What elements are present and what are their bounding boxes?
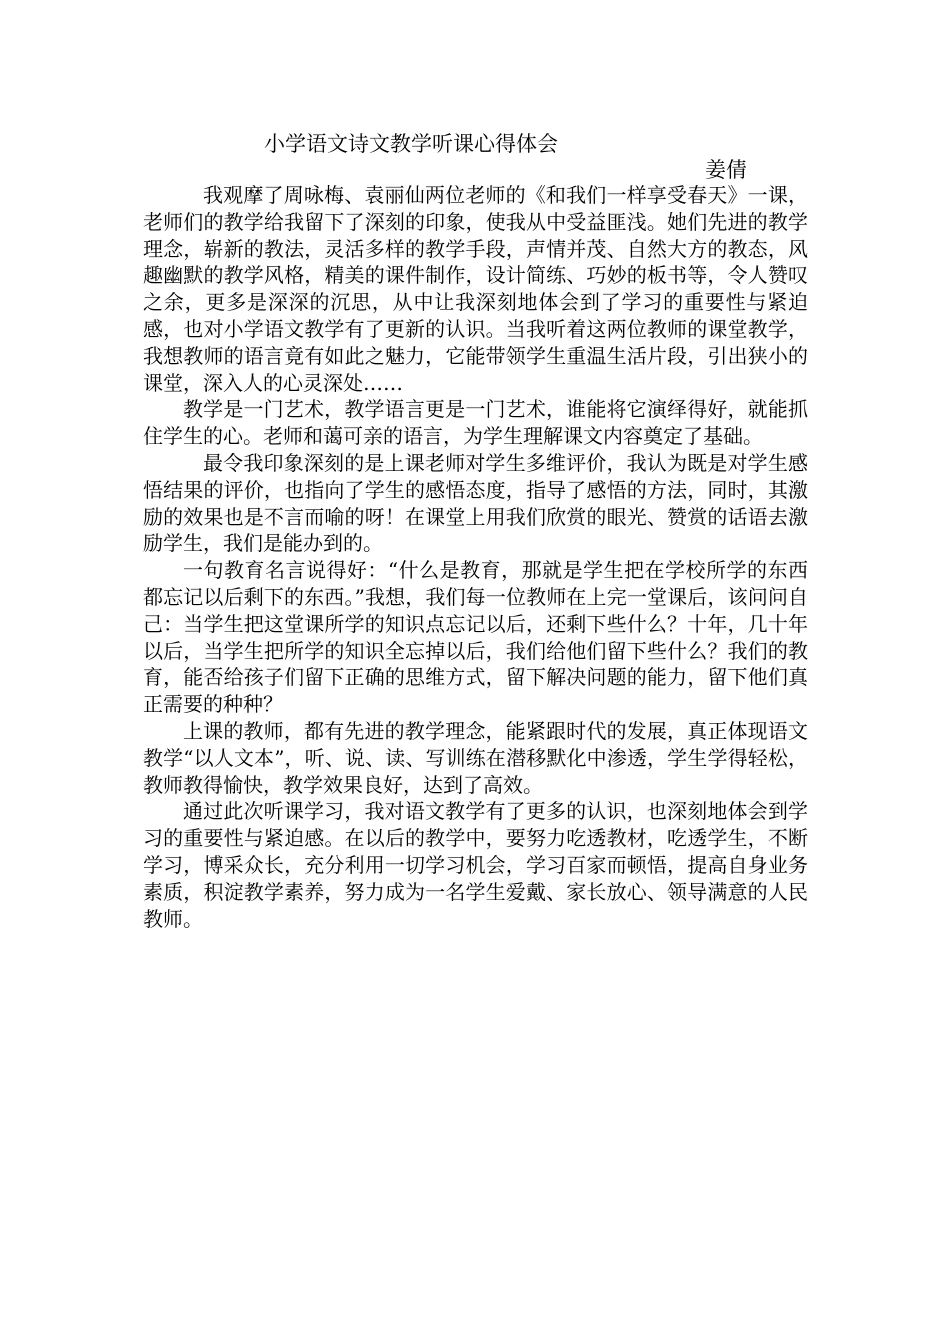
author-name: 姜倩 [705,158,747,182]
paragraph-6: 通过此次听课学习，我对语文教学有了更多的认识，也深刻地体会到学习的重要性与紧迫感。在以后的教学中，要努力吃透教材，吃透学生，不断学习，博采众长，充分利用一切学习机会，学习百家而顿悟，提高自身业务素质，积淀教学素养，努力成为一名学生爱戴、家长放心、领导满意的人民教师。 [143,799,808,931]
document-title: 小学语文诗文教学听课心得体会 [264,132,558,156]
paragraph-2: 教学是一门艺术，教学语言更是一门艺术，谁能将它演绎得好，就能抓住学生的心。老师和蔼可亲的语言，为学生理解课文内容奠定了基础。 [143,397,808,449]
paragraph-3: 最令我印象深刻的是上课老师对学生多维评价，我认为既是对学生感悟结果的评价，也指向了学生的感悟态度，指导了感悟的方法，同时，其激励的效果也是不言而喻的呀！在课堂上用我们欣赏的眼光、赞赏的话语去激励学生，我们是能办到的。 [143,450,808,556]
paragraph-1: 我观摩了周咏梅、袁丽仙两位老师的《和我们一样享受春天》一课，老师们的教学给我留下了深刻的印象，使我从中受益匪浅。她们先进的教学理念，崭新的教法，灵活多样的教学手段，声情并茂、自然大方的教态，风趣幽默的教学风格，精美的课件制作，设计简练、巧妙的板书等，令人赞叹之余，更多是深深的沉思，从中让我深刻地体会到了学习的重要性与紧迫感，也对小学语文教学有了更新的认识。当我听着这两位教师的课堂教学，我想教师的语言竟有如此之魅力，它能带领学生重温生活片段，引出狭小的课堂，深入人的心灵深处…… [143,183,808,395]
document-body [143,182,808,932]
paragraph-4: 一句教育名言说得好：“什么是教育，那就是学生把在学校所学的东西都忘记以后剩下的东西。”我想，我们每一位教师在上完一堂课后，该问问自己：当学生把这堂课所学的知识点忘记以后，还剩下些什么？十年，几十年以后，当学生把所学的知识全忘掉以后，我们给他们留下些什么？我们的教育，能否给孩子们留下正确的思维方式，留下解决问题的能力，留下他们真正需要的种种？ [143,558,808,717]
paragraph-5: 上课的教师，都有先进的教学理念，能紧跟时代的发展，真正体现语文教学“以人文本”，听、说、读、写训练在潜移默化中渗透，学生学得轻松，教师教得愉快，教学效果良好，达到了高效。 [143,718,808,797]
